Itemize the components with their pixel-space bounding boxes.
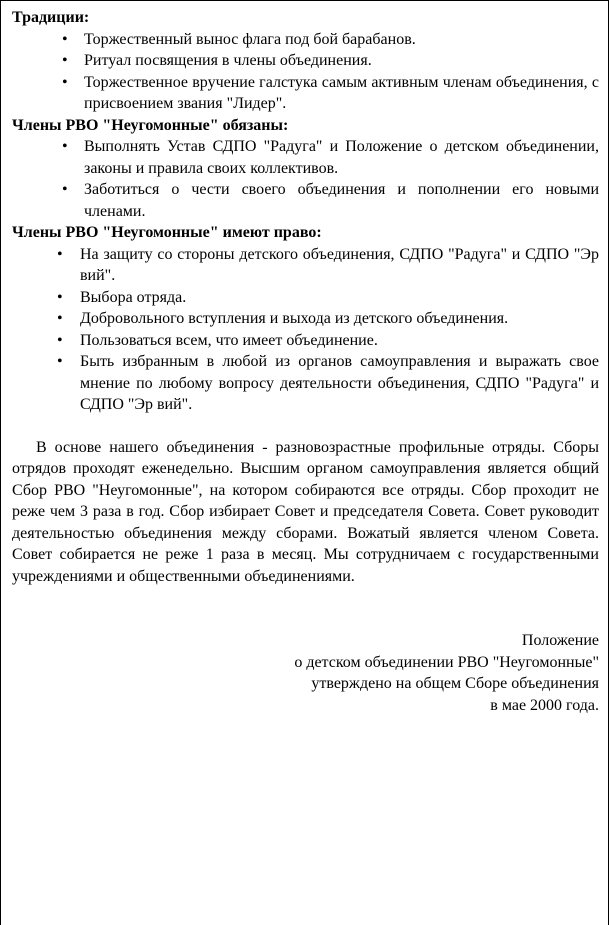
list-item [12,308,599,330]
list-item [12,72,599,115]
body-paragraph: В основе нашего объединения - разновозрастные профильные отряды. Сборы отрядов проходят еженедельно. Высшим органом самоуправления является общий Сбор РВО "Неугомонные", на котором собираются все отряды. Сбор проходит не реже чем 3 раза в год. Сбор избирает Совет и председателя Совета. Совет руководит деятельностью объединения между сборами. Вожатый является членом Совета. Совет собирается не реже 1 раза в месяц. Мы сотрудничаем с государственными учреждениями и общественными объединениями. [12,438,599,585]
bullet-icon: • [62,52,68,69]
bullet-icon: • [57,353,63,370]
duties-heading: Члены РВО "Неугомонные" обязаны: [12,116,289,134]
list-item [12,244,599,287]
list-item [12,330,599,352]
list-item [12,179,599,222]
signature-block [12,630,599,716]
list-item-text: Торжественное вручение галстука самым активным членам объединения, с присвоением звания "Лидер". [84,73,599,112]
list-item-text: Пользоваться всем, что имеет объединение. [80,331,378,349]
list-item-text: Заботиться о чести своего объединения и пополнении его новыми членами. [84,181,599,220]
list-item [12,29,599,51]
signature-line: в мае 2000 года. [490,696,599,714]
bullet-icon: • [57,245,63,263]
bullet-icon: • [62,73,68,91]
bullet-icon: • [62,30,68,48]
duties-list [12,136,599,222]
list-item-text: Выполнять Устав СДПО "Радуга" и Положение о детском объединении, законы и правила своих коллективов. [84,138,599,177]
list-item-text: Добровольного вступления и выхода из детского объединения. [80,310,509,327]
bullet-icon: • [57,310,63,327]
list-item-text: Ритуал посвящения в члены объединения. [84,52,372,69]
list-item-text: На защиту со стороны детского объединения, СДПО "Радуга" и СДПО "Эр вий". [80,245,599,284]
rights-list [12,244,599,416]
list-item-text: Торжественный вынос флага под бой барабанов. [84,30,416,48]
list-item-text: Быть избранным в любой из органов самоуправления и выражать свое мнение по любому вопросу деятельности объединения, СДПО "Радуга" и СДПО "Эр вий". [80,353,599,413]
signature-line: о детском объединении РВО "Неугомонные" [294,653,599,671]
bullet-icon: • [62,138,68,155]
bullet-icon: • [62,181,68,198]
signature-line: Положение [521,632,599,649]
list-item [12,287,599,309]
rights-heading: Члены РВО "Неугомонные" имеют право: [12,224,322,241]
signature-line: утверждено на общем Сборе объединения [311,675,599,692]
list-item [12,136,599,179]
list-item [12,351,599,416]
bullet-icon: • [57,288,63,306]
list-item-text: Выбора отряда. [80,288,187,306]
traditions-heading: Традиции: [12,9,90,26]
bullet-icon: • [57,331,63,349]
traditions-list [12,29,599,115]
list-item [12,50,599,72]
